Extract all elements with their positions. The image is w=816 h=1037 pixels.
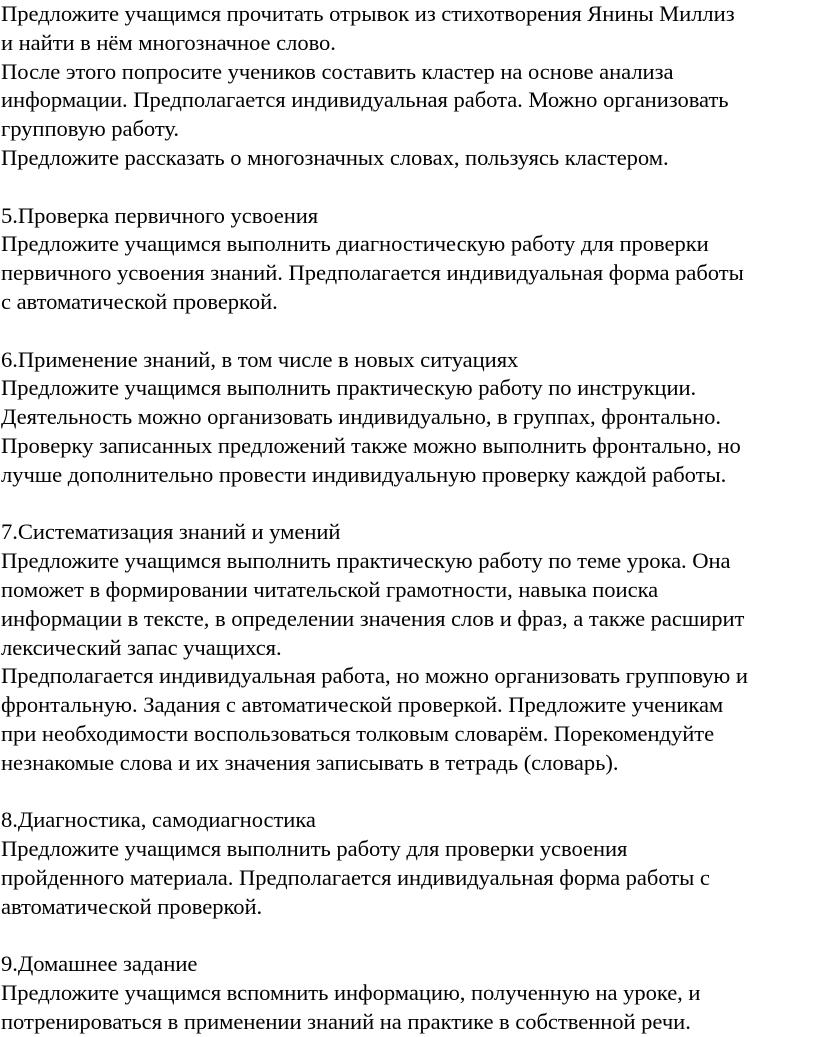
section-5-heading: 5.Проверка первичного усвоения (1, 202, 319, 228)
paragraph-gap (1, 778, 816, 807)
paragraph-gap (1, 173, 816, 202)
intro-paragraph-1: Предложите учащимся прочитать отрывок из стихотворения Янины Миллиз и найти в нём многозначное слово. (1, 1, 735, 55)
paragraph-gap (1, 490, 816, 519)
section-7-heading: 7.Систематизация знаний и умений (1, 519, 341, 545)
section-5-body: Предложите учащимся выполнить диагностическую работу для проверки первичного усвоения знаний. Предполагается индивидуальная форма работы с автоматической проверкой. (1, 231, 744, 314)
section-7-body: Предложите учащимся выполнить практическую работу по теме урока. Она поможет в формировании читательской грамотности, навыка поиска информации в тексте, в определении значения слов и фраз, а также расширит лексический запас учащихся. (1, 548, 745, 660)
section-6-heading: 6.Применение знаний, в том числе в новых ситуациях (1, 346, 519, 372)
section-8-heading: 8.Диагностика, самодиагностика (1, 807, 316, 833)
section-8-body: Предложите учащимся выполнить работу для проверки усвоения пройденного материала. Предполагается индивидуальная форма работы с автоматической проверкой. (1, 836, 710, 919)
intro-paragraph-2: После этого попросите учеников составить кластер на основе анализа информации. Предполагается индивидуальная работа. Можно организовать групповую работу. (1, 58, 729, 142)
section-9-heading: 9.Домашнее задание (1, 951, 198, 977)
paragraph-gap (1, 922, 816, 951)
section-7-body-2: Предполагается индивидуальная работа, но можно организовать групповую и фронтальную. Задания с автоматической проверкой. Предложите ученикам при необходимости воспользоваться толковым словарём. Порекомендуйте незнакомые слова и их значения записывать в тетрадь (словарь). (1, 663, 748, 775)
section-9-body: Предложите учащимся вспомнить информацию, полученную на уроке, и потренироваться в применении знаний на практике в собственной речи. (1, 980, 701, 1034)
paragraph-gap (1, 317, 816, 346)
intro-paragraph-3: Предложите рассказать о многозначных словах, пользуясь кластером. (1, 144, 669, 170)
section-6-body: Предложите учащимся выполнить практическую работу по инструкции. Деятельность можно организовать индивидуально, в группах, фронтально. Проверку записанных предложений также можно выполнить фронтально, но лучше дополнительно провести индивидуальную проверку каждой работы. (1, 375, 741, 487)
